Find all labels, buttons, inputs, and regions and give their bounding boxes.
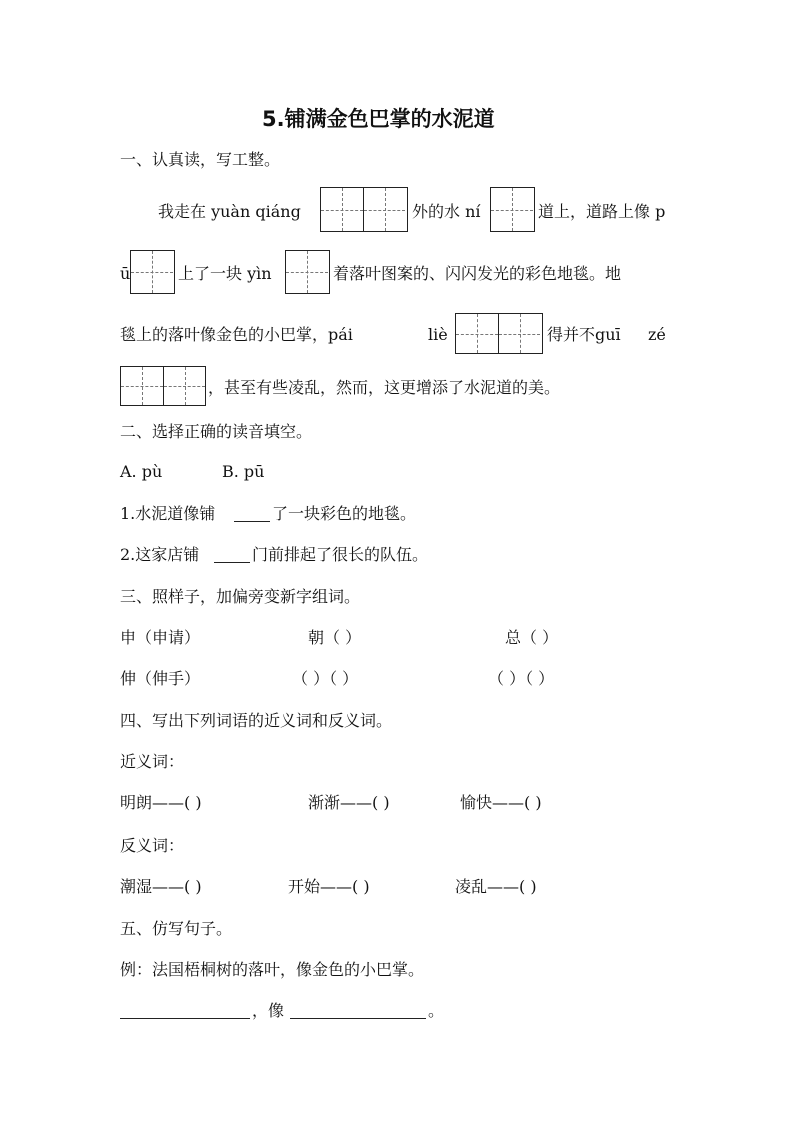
option-b: B. pū: [222, 462, 265, 481]
antonym-blank[interactable]: 凌乱——( ): [455, 877, 537, 896]
section1-text: 道上，道路上像 p: [538, 202, 666, 221]
section2-heading: 二、选择正确的读音填空。: [120, 422, 313, 441]
section1-text: zé: [648, 325, 666, 344]
question-2: 2.这家店铺: [120, 545, 200, 564]
question-1: 1.水泥道像铺: [120, 504, 216, 523]
fill-blank-zhao-words[interactable]: （ ）（ ）: [292, 669, 359, 688]
imitation-period: 。: [428, 1001, 445, 1020]
writing-grid-guize[interactable]: [120, 366, 206, 406]
section1-text: 毯上的落叶像金色的小巴掌，pái: [120, 325, 353, 344]
writing-grid-pailie[interactable]: [455, 313, 543, 354]
section1-text: 着落叶图案的、闪闪发光的彩色地毯。地: [333, 264, 622, 283]
imitation-blank-1[interactable]: [120, 1018, 250, 1019]
example-word: 申（申请）: [120, 628, 201, 647]
page-title: 5.铺满金色巴掌的水泥道: [262, 107, 495, 131]
question-1-rest: 了一块彩色的地毯。: [272, 504, 417, 523]
imitation-connector: ，像: [252, 1001, 285, 1020]
synonym-blank[interactable]: 愉快——( ): [460, 793, 542, 812]
section1-text: ，甚至有些凌乱，然而，这更增添了水泥道的美。: [208, 378, 561, 397]
example-word: 伸（伸手）: [120, 669, 201, 688]
example-sentence: 例：法国梧桐树的落叶，像金色的小巴掌。: [120, 960, 425, 979]
writing-grid-pu[interactable]: [130, 250, 175, 294]
section4-heading: 四、写出下列词语的近义词和反义词。: [120, 711, 393, 730]
answer-blank[interactable]: [214, 562, 250, 563]
section1-text: liè: [428, 325, 448, 344]
synonym-label: 近义词：: [120, 752, 185, 771]
section1-text: ū: [120, 264, 131, 283]
answer-blank[interactable]: [234, 521, 270, 522]
writing-grid-yin[interactable]: [285, 250, 330, 294]
fill-blank-zhao[interactable]: 朝（ ）: [308, 628, 362, 647]
section1-text: 外的水 ní: [412, 202, 481, 221]
section5-heading: 五、仿写句子。: [120, 919, 233, 938]
question-2-rest: 门前排起了很长的队伍。: [252, 545, 429, 564]
section1-heading: 一、认真读，写工整。: [120, 150, 281, 169]
section3-heading: 三、照样子，加偏旁变新字组词。: [120, 587, 361, 606]
option-a: A. pù: [120, 462, 163, 481]
fill-blank-zong[interactable]: 总（ ）: [505, 628, 559, 647]
section1-text: 我走在 yuàn qiáng: [158, 202, 301, 221]
antonym-label: 反义词：: [120, 836, 185, 855]
section1-text: 上了一块 yìn: [178, 264, 272, 283]
section1-text: 得并不guī: [547, 325, 621, 344]
synonym-blank[interactable]: 明朗——( ): [120, 793, 202, 812]
fill-blank-zong-words[interactable]: （ ）（ ）: [488, 669, 555, 688]
antonym-blank[interactable]: 开始——( ): [288, 877, 370, 896]
imitation-blank-2[interactable]: [290, 1018, 426, 1019]
writing-grid-yuanqiang[interactable]: [320, 187, 408, 232]
antonym-blank[interactable]: 潮湿——( ): [120, 877, 202, 896]
synonym-blank[interactable]: 渐渐——( ): [308, 793, 390, 812]
writing-grid-ni[interactable]: [490, 187, 535, 232]
